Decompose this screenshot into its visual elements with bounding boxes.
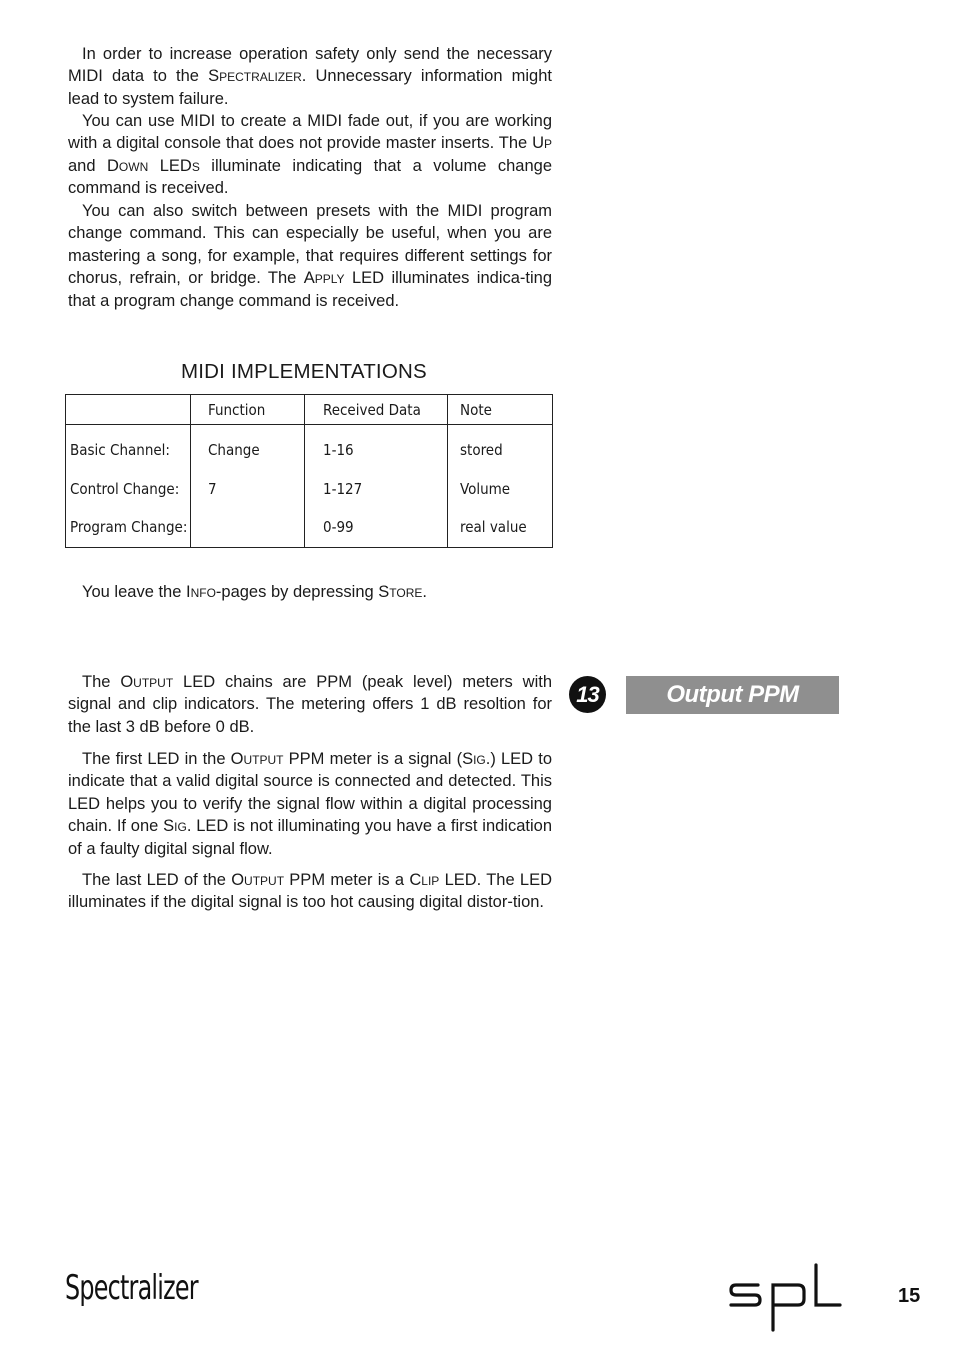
cell-function: 7 [191, 470, 305, 509]
table-row [66, 425, 553, 470]
column-header-function: Function [191, 395, 305, 425]
paragraph-midi-fade: You can use MIDI to create a MIDI fade out, if you are working with a digital console that does not provide master inserts. The Up and Down LEDs illuminate indicating that a volume change command is received. [68, 112, 552, 198]
table-header-row [66, 395, 553, 425]
column-header-blank [66, 395, 191, 425]
cell-received-data: 1-16 [305, 425, 448, 470]
midi-implementation-table [65, 394, 553, 548]
cell-function: Change [191, 425, 305, 470]
cell-note: Volume [448, 470, 553, 509]
paragraph-preset-switch: You can also switch between presets with the MIDI program change command. This can especially be useful, when you are mastering a song, for example, that requires different settings for chorus, refrain, or bridge. The Apply LED illuminates indica-ting that a program change command is received. [68, 202, 553, 310]
midi-implementations-heading: MIDI IMPLEMENTATIONS [181, 360, 427, 383]
row-label: Program Change: [70, 518, 188, 537]
paragraph-signal-led: The first LED in the Output PPM meter is a signal (Sig.) LED to indicate that a valid digital source is connected and detected. This LED helps you to verify the signal flow within a digital processing chain. If one Sig. LED is not illuminating you have a first indication of a faulty digital signal flow. [68, 750, 553, 858]
section-number-badge: 13 [569, 676, 606, 713]
table-row [66, 508, 553, 547]
spl-logo-icon [728, 1262, 844, 1334]
cell-received-data: 1-127 [305, 470, 448, 509]
column-header-note: Note [448, 395, 553, 425]
footer-product-name: Spectralizer [65, 1268, 198, 1308]
column-header-received-data: Received Data [305, 395, 448, 425]
spl-logo [728, 1262, 844, 1339]
cell-note: real value [448, 508, 553, 547]
table-row [66, 470, 553, 509]
row-label: Basic Channel: [70, 441, 170, 460]
cell-function [191, 508, 305, 547]
paragraph-output-ppm: The Output LED chains are PPM (peak level) meters with signal and clip indicators. The metering offers 1 dB resoltion for the last 3 dB before 0 dB. [68, 673, 552, 736]
section-title: Output PPM [626, 676, 839, 714]
row-label: Control Change: [70, 479, 180, 498]
paragraph-info-leave: You leave the Info-pages by depressing Store. [82, 583, 427, 601]
paragraph-midi-safety: In order to increase operation safety only send the necessary MIDI data to the Spectralizer. Unnecessary information might lead to system failure. [68, 45, 552, 108]
paragraph-clip-led: The last LED of the Output PPM meter is a Clip LED. The LED illuminates if the digital signal is too hot causing digital distor-tion. [68, 871, 553, 912]
cell-note: stored [448, 425, 553, 470]
cell-received-data: 0-99 [305, 508, 448, 547]
page-number: 15 [898, 1285, 921, 1307]
